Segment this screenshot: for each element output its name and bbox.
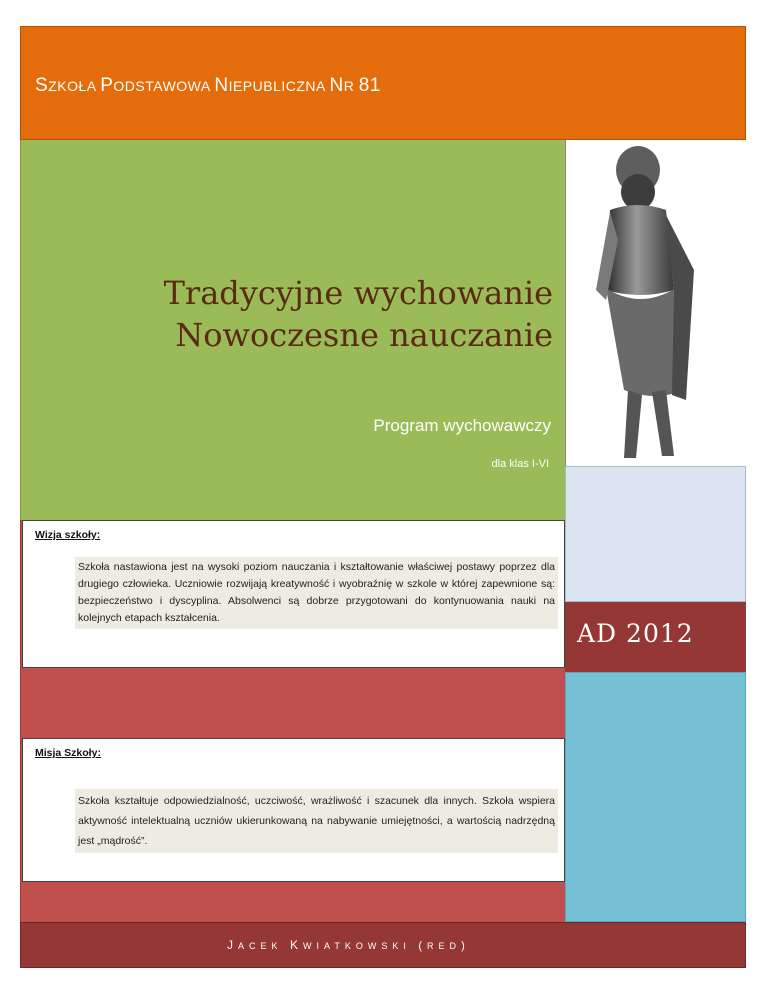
school-name: SZKOŁA PODSTAWOWA NIEPUBLICZNA NR 81 [35,75,381,96]
vision-box [22,520,565,668]
blue-panel [565,672,746,922]
year-panel [565,602,746,672]
header-banner [20,26,746,140]
document-title [164,272,553,356]
cover-page [20,26,746,968]
title-panel [20,140,565,520]
vision-heading: Wizja szkoły: [35,529,101,541]
title-line-1: Tradycyjne wychowanie [163,274,553,312]
footer-banner [20,922,746,968]
mission-heading: Misja Szkoły: [35,747,101,759]
subtitle: Program wychowawczy [373,416,551,435]
statue-image [566,140,746,466]
title-line-2: Nowoczesne nauczanie [175,316,553,354]
mission-text: Szkoła kształtuje odpowiedzialność, uczciwość, wrażliwość i szacunek dla innych. Szkoła wspiera aktywność intelektualną uczniów ukierunkowaną na nabywanie umiejętności, a wartością nadrzędną jest „mądrość”. [75,789,558,853]
classes-label: dla klas I-VI [491,458,549,470]
light-blue-panel [565,466,746,602]
author: JACEK KWIATKOWSKI (RED) [227,938,470,952]
year-label: AD 2012 [577,619,694,648]
mission-box [22,738,565,882]
socrates-statue-photo [565,140,746,466]
vision-text: Szkoła nastawiona jest na wysoki poziom nauczania i kształtowanie właściwej postawy poprzez dla drugiego człowieka. Uczniowie rozwijają kreatywność i wyobraźnię w szkole w której zapewnione są: bezpieczeństwo i dyscyplina. Absolwenci są dobrze przygotowani do kontynuowania nauki na kolejnych etapach kształcenia. [75,557,558,629]
